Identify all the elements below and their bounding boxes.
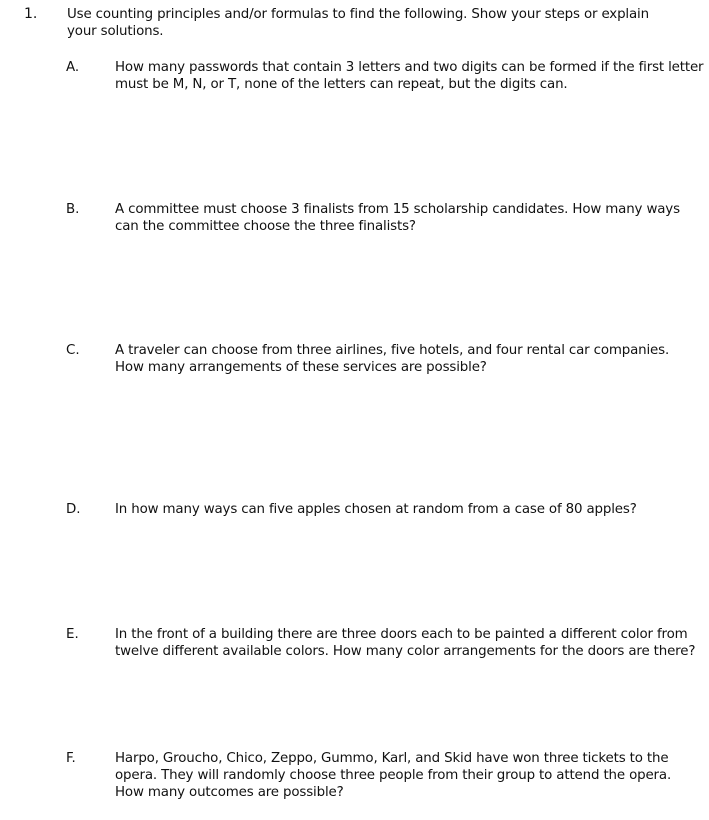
item-d-line-1: In how many ways can five apples chosen at random from a case of 80 apples? [115,502,637,517]
item-c-line-1: A traveler can choose from three airlines, five hotels, and four rental car companies. [115,343,670,358]
item-f-line-1: Harpo, Groucho, Chico, Zeppo, Gummo, Karl, and Skid have won three tickets to the [115,751,669,766]
item-a-letter: A. [66,60,80,75]
item-b-line-2: can the committee choose the three finalists? [115,219,416,234]
instruction-line-2: your solutions. [67,24,164,39]
item-e-letter: E. [66,627,79,642]
item-a-line-1: How many passwords that contain 3 letters and two digits can be formed if the first letter [115,60,704,75]
item-d-letter: D. [66,502,81,517]
item-f-line-2: opera. They will randomly choose three people from their group to attend the opera. [115,768,672,783]
item-e-line-1: In the front of a building there are three doors each to be painted a different color from [115,627,688,642]
item-f-line-3: How many outcomes are possible? [115,785,344,800]
item-b-line-1: A committee must choose 3 finalists from 15 scholarship candidates. How many ways [115,202,680,217]
item-f-letter: F. [66,751,76,766]
item-e-line-2: twelve different available colors. How many color arrangements for the doors are there? [115,644,696,659]
item-c-letter: C. [66,343,80,358]
item-b-letter: B. [66,202,80,217]
item-a-line-2: must be M, N, or T, none of the letters can repeat, but the digits can. [115,77,568,92]
item-c-line-2: How many arrangements of these services are possible? [115,360,487,375]
instruction-line-1: Use counting principles and/or formulas to find the following. Show your steps or explain [67,7,649,22]
question-number: 1. [24,6,38,22]
